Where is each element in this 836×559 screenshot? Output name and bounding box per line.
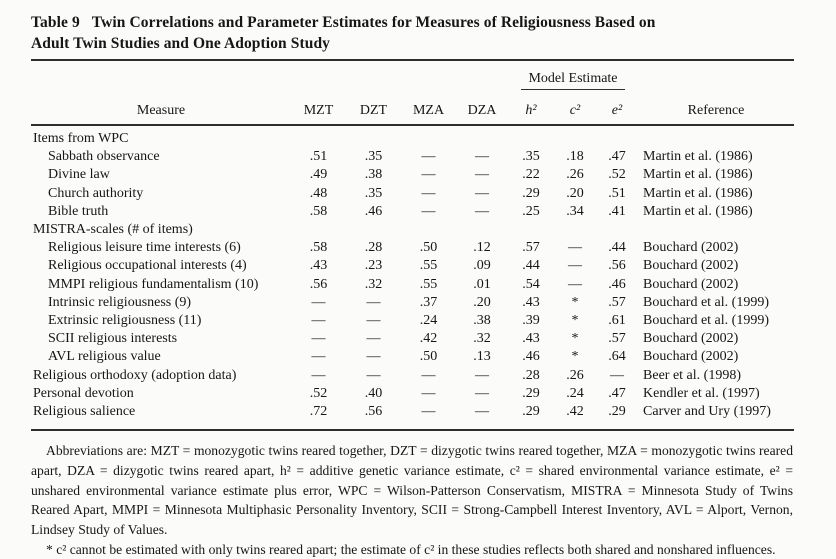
reference-cell: Bouchard et al. (1999) <box>643 313 769 329</box>
measure-cell: Church authority <box>48 185 144 201</box>
table-row <box>31 166 794 184</box>
value-cell: .64 <box>608 349 626 365</box>
value-cell: .44 <box>608 240 626 256</box>
measure-cell: Religious orthodoxy (adoption data) <box>33 367 237 383</box>
value-cell <box>554 125 596 148</box>
value-cell: .35 <box>364 149 383 165</box>
table-number-label: Table 9 <box>31 14 80 31</box>
value-cell: .50 <box>419 349 438 365</box>
value-cell: .32 <box>364 276 383 292</box>
value-cell: .34 <box>566 203 584 219</box>
spacer-cell <box>31 60 508 90</box>
table-row <box>31 239 794 257</box>
reference-cell: Bouchard (2002) <box>643 258 739 274</box>
measure-cell: Intrinsic religiousness (9) <box>48 294 192 310</box>
table-row <box>31 203 794 221</box>
value-cell: .43 <box>309 258 328 274</box>
value-cell: .43 <box>522 331 540 347</box>
table-row <box>31 330 794 348</box>
value-cell: .09 <box>473 258 491 274</box>
value-cell: .55 <box>419 258 438 274</box>
value-cell <box>596 125 638 148</box>
reference-cell: Bouchard (2002) <box>643 349 739 365</box>
value-cell: .47 <box>608 149 626 165</box>
value-cell: .26 <box>566 367 584 383</box>
value-cell: — <box>421 185 436 201</box>
value-cell <box>346 125 401 148</box>
value-cell: .37 <box>419 294 438 310</box>
value-cell: .46 <box>364 203 383 219</box>
value-cell: .58 <box>309 240 328 256</box>
value-cell: — <box>366 349 381 365</box>
value-cell: * <box>571 349 579 365</box>
value-cell: .13 <box>473 349 491 365</box>
value-cell: .29 <box>522 185 540 201</box>
column-header-e2: e² <box>611 103 623 118</box>
reference-cell: Kendler et al. (1997) <box>643 385 760 401</box>
value-cell: — <box>568 240 582 256</box>
value-cell: — <box>475 167 489 183</box>
measure-cell: MMPI religious fundamentalism (10) <box>48 276 259 292</box>
value-cell: .23 <box>364 258 383 274</box>
value-cell: .20 <box>473 294 491 310</box>
model-estimate-label: Model Estimate <box>521 71 624 90</box>
reference-cell: Bouchard et al. (1999) <box>643 294 769 310</box>
value-cell <box>291 221 346 239</box>
reference-cell: Martin et al. (1986) <box>643 185 753 201</box>
value-cell: .32 <box>473 331 491 347</box>
column-header-mza: MZA <box>412 103 445 118</box>
asterisk-note: * c² cannot be estimated with only twins reared apart; the estimate of c² in these studies reflects both shared and nonshared influences. <box>46 541 776 557</box>
value-cell: .40 <box>364 385 383 401</box>
table-body <box>31 125 794 430</box>
measure-cell: Divine law <box>48 167 110 183</box>
table-header <box>31 60 794 125</box>
value-cell: .42 <box>419 331 438 347</box>
value-cell: — <box>366 367 381 383</box>
table-row <box>31 148 794 166</box>
value-cell: .48 <box>309 185 328 201</box>
value-cell <box>456 125 508 148</box>
value-cell: .52 <box>309 385 328 401</box>
reference-cell <box>638 221 794 239</box>
value-cell: .38 <box>364 167 383 183</box>
value-cell: .01 <box>473 276 491 292</box>
value-cell: — <box>568 276 582 292</box>
value-cell: .43 <box>522 294 540 310</box>
value-cell <box>346 221 401 239</box>
value-cell: .49 <box>309 167 328 183</box>
value-cell: .35 <box>364 185 383 201</box>
column-header-c2: c² <box>569 103 581 118</box>
value-cell: — <box>475 149 489 165</box>
table-row <box>31 221 794 239</box>
column-header-row <box>31 90 794 125</box>
value-cell: — <box>421 149 436 165</box>
value-cell: — <box>475 385 489 401</box>
measure-cell: Religious leisure time interests (6) <box>48 240 241 256</box>
table-row <box>31 125 794 148</box>
table-row <box>31 185 794 203</box>
value-cell <box>456 221 508 239</box>
column-header-dza: DZA <box>467 103 497 118</box>
value-cell: .56 <box>364 404 383 420</box>
reference-cell: Carver and Ury (1997) <box>643 404 771 420</box>
measure-cell: Extrinsic religiousness (11) <box>48 313 202 329</box>
table-row <box>31 257 794 275</box>
value-cell: .22 <box>522 167 540 183</box>
measure-cell: MISTRA-scales (# of items) <box>33 222 193 238</box>
value-cell: .57 <box>522 240 540 256</box>
value-cell: — <box>311 331 326 347</box>
value-cell: .38 <box>473 313 491 329</box>
value-cell: .46 <box>522 349 540 365</box>
reference-cell: Martin et al. (1986) <box>643 203 753 219</box>
value-cell: .12 <box>473 240 491 256</box>
value-cell: .26 <box>566 167 584 183</box>
abbreviations-note: Abbreviations are: MZT = monozygotic twins reared together, DZT = dizygotic twins reared together, MZA = monozygotic twins reared apart, DZA = dizygotic twins reared apart, h² = additive genetic variance estimate, c² = shared environmental variance estimate, e² = unshared environmental variance estimate plus error, WPC = Wilson-Patterson Conservatism, MISTRA = Minnesota Study of Twins Reared Apart, MMPI = Minnesota Multiphasic Personality Inventory, SCII = Strong-Campbell Interest Inventory, AVL = Alport, Vernon, Lindsey Study of Values. <box>31 443 793 538</box>
value-cell: .24 <box>419 313 438 329</box>
value-cell: .42 <box>566 404 584 420</box>
value-cell: .50 <box>419 240 438 256</box>
reference-cell: Martin et al. (1986) <box>643 167 753 183</box>
value-cell: .39 <box>522 313 540 329</box>
value-cell: — <box>421 404 436 420</box>
measure-cell: Sabbath observance <box>48 149 160 165</box>
reference-cell <box>638 125 794 148</box>
twin-correlations-table <box>31 59 794 431</box>
value-cell: .51 <box>309 149 328 165</box>
value-cell <box>596 221 638 239</box>
value-cell: — <box>421 385 436 401</box>
reference-cell: Bouchard (2002) <box>643 240 739 256</box>
value-cell: .47 <box>608 385 626 401</box>
measure-cell: Items from WPC <box>33 131 129 146</box>
value-cell: .58 <box>309 203 328 219</box>
value-cell: — <box>475 367 489 383</box>
value-cell <box>508 125 554 148</box>
value-cell: — <box>475 404 489 420</box>
value-cell <box>554 221 596 239</box>
table-row <box>31 367 794 385</box>
table-footnotes <box>31 441 793 559</box>
value-cell: .57 <box>608 294 626 310</box>
column-header-dzt: DZT <box>359 103 388 118</box>
value-cell: — <box>366 331 381 347</box>
value-cell: — <box>568 258 582 274</box>
value-cell: .46 <box>608 276 626 292</box>
table-row <box>31 348 794 366</box>
value-cell: .55 <box>419 276 438 292</box>
value-cell <box>401 221 456 239</box>
value-cell: .35 <box>522 149 540 165</box>
value-cell: .72 <box>309 404 328 420</box>
value-cell: — <box>311 313 326 329</box>
value-cell: .28 <box>364 240 383 256</box>
reference-cell: Bouchard (2002) <box>643 276 739 292</box>
value-cell: — <box>311 294 326 310</box>
value-cell: .25 <box>522 203 540 219</box>
value-cell: .29 <box>608 404 626 420</box>
measure-cell: Religious occupational interests (4) <box>48 258 247 274</box>
value-cell: * <box>571 294 579 310</box>
value-cell: .24 <box>566 385 584 401</box>
table-row <box>31 385 794 403</box>
value-cell: .18 <box>566 149 584 165</box>
value-cell: — <box>366 294 381 310</box>
column-header-h2: h² <box>525 103 537 118</box>
column-header-mzt: MZT <box>303 103 334 118</box>
value-cell: .29 <box>522 385 540 401</box>
value-cell: — <box>610 367 624 383</box>
value-cell <box>508 221 554 239</box>
value-cell: — <box>421 167 436 183</box>
model-estimate-row <box>31 60 794 90</box>
value-cell: * <box>571 313 579 329</box>
spacer-cell <box>638 60 794 90</box>
value-cell: .52 <box>608 167 626 183</box>
value-cell: — <box>311 367 326 383</box>
value-cell: — <box>311 349 326 365</box>
table-title-text: Twin Correlations and Parameter Estimates for Measures of Religiousness Based on Adult Twin Studies and One Adoption Study <box>31 14 656 52</box>
table-row <box>31 276 794 294</box>
value-cell: .56 <box>608 258 626 274</box>
model-estimate-span-cell <box>508 60 638 90</box>
measure-cell: Bible truth <box>48 203 109 219</box>
measure-cell: AVL religious value <box>48 349 161 365</box>
table-title <box>31 12 683 54</box>
value-cell: .51 <box>608 185 626 201</box>
value-cell: — <box>475 203 489 219</box>
value-cell: .41 <box>608 203 626 219</box>
table-row <box>31 312 794 330</box>
value-cell: .56 <box>309 276 328 292</box>
reference-cell: Bouchard (2002) <box>643 331 739 347</box>
value-cell <box>291 125 346 148</box>
value-cell: .28 <box>522 367 540 383</box>
value-cell: .20 <box>566 185 584 201</box>
measure-cell: SCII religious interests <box>48 331 178 347</box>
value-cell: .29 <box>522 404 540 420</box>
value-cell <box>401 125 456 148</box>
value-cell: — <box>366 313 381 329</box>
table-row <box>31 294 794 312</box>
reference-cell: Beer et al. (1998) <box>643 367 741 383</box>
value-cell: — <box>475 185 489 201</box>
value-cell: .61 <box>608 313 626 329</box>
column-header-measure: Measure <box>136 103 186 118</box>
column-header-reference: Reference <box>687 103 745 118</box>
value-cell: — <box>421 203 436 219</box>
value-cell: * <box>571 331 579 347</box>
value-cell: .57 <box>608 331 626 347</box>
value-cell: .44 <box>522 258 540 274</box>
value-cell: .54 <box>522 276 540 292</box>
measure-cell: Religious salience <box>33 404 136 420</box>
table-row <box>31 403 794 430</box>
reference-cell: Martin et al. (1986) <box>643 149 753 165</box>
value-cell: — <box>421 367 436 383</box>
measure-cell: Personal devotion <box>33 385 134 401</box>
